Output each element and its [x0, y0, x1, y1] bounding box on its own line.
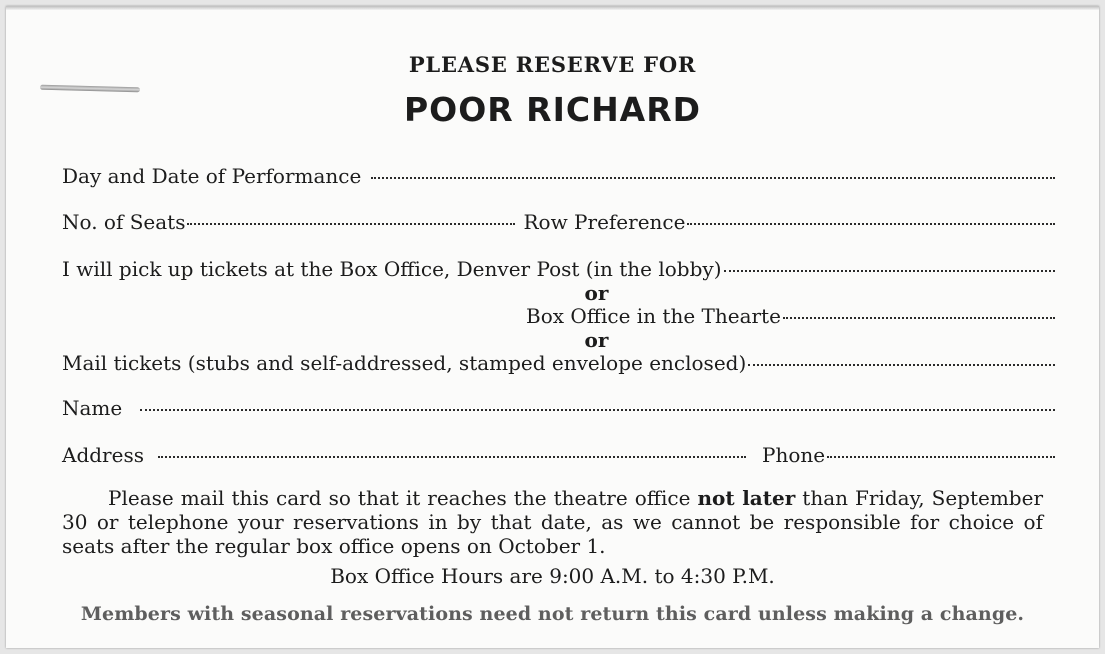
header-reserve-for: PLEASE RESERVE FOR — [408, 52, 697, 77]
field-mail-tickets — [62, 349, 1057, 377]
fill-address[interactable] — [158, 456, 746, 458]
field-address-phone — [62, 441, 1057, 469]
label-phone: Phone — [761, 443, 826, 467]
notice-text-2: than Friday, September 30 or telephone your reservations in by that date, as we cannot be responsible for choice of seats after the regular box office opens on October 1. — [62, 486, 1044, 558]
field-seats-row — [62, 208, 1057, 236]
or-separator-2: or — [584, 328, 609, 352]
notice-bold-not-later: not later — [697, 486, 796, 510]
header-show-title: POOR RICHARD — [403, 90, 702, 129]
fill-phone[interactable] — [827, 456, 1055, 458]
label-row-preference: Row Preference — [523, 210, 686, 234]
field-box-office-theatre — [526, 302, 1057, 330]
fill-box-office-theatre[interactable] — [783, 317, 1055, 319]
field-name — [62, 394, 1057, 422]
box-office-hours: Box Office Hours are 9:00 A.M. to 4:30 P.M. — [330, 564, 775, 588]
field-pickup-post — [62, 255, 1057, 283]
label-seats: No. of Seats — [62, 210, 186, 234]
label-pickup-post: I will pick up tickets at the Box Office, Denver Post (in the lobby) — [62, 257, 722, 281]
reservation-card — [6, 6, 1099, 648]
fill-day-date[interactable] — [371, 177, 1055, 179]
fill-pickup-post[interactable] — [724, 270, 1056, 272]
or-separator-1: or — [584, 281, 609, 305]
field-day-date — [62, 162, 1057, 190]
label-name: Name — [62, 396, 123, 420]
fill-mail-tickets[interactable] — [748, 364, 1055, 366]
label-address: Address — [62, 443, 144, 467]
mail-notice — [62, 486, 1043, 558]
fill-name[interactable] — [140, 409, 1055, 411]
label-box-office-theatre: Box Office in the Thearte — [526, 304, 781, 328]
fill-row-preference[interactable] — [687, 223, 1055, 225]
label-mail-tickets: Mail tickets (stubs and self-addressed, stamped envelope enclosed) — [62, 351, 747, 375]
notice-text-1: Please mail this card so that it reaches the theatre office — [108, 486, 698, 510]
fill-seats[interactable] — [187, 223, 515, 225]
label-day-date: Day and Date of Performance — [62, 164, 362, 188]
members-note: Members with seasonal reservations need not return this card unless making a change. — [80, 603, 1025, 625]
